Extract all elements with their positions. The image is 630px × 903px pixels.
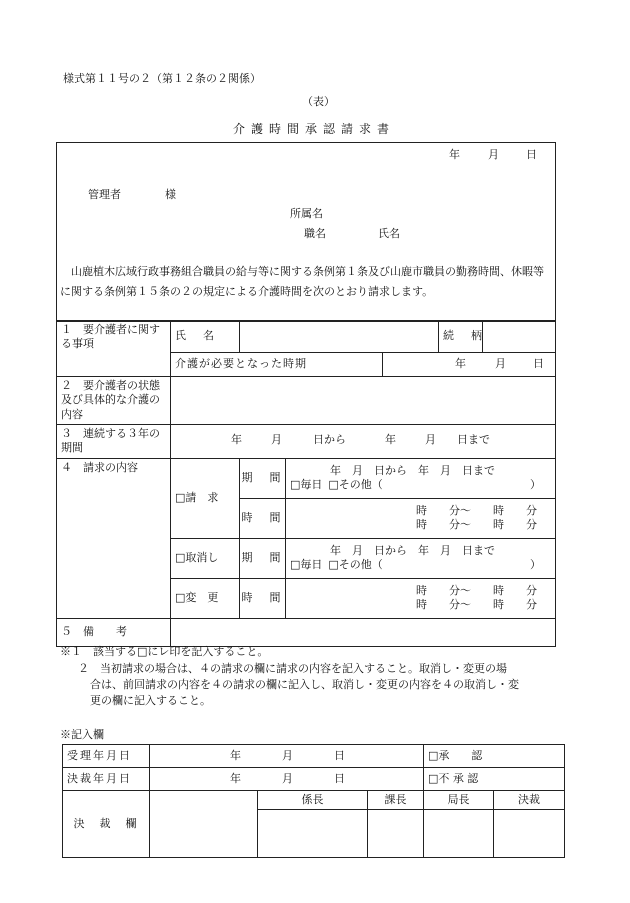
position-label: 職名 <box>304 227 326 240</box>
to-day: 日まで <box>457 433 490 447</box>
to-month: 月 <box>425 433 436 447</box>
request-time-range-1: 時 分～ 時 分 <box>416 503 538 517</box>
office-table <box>62 744 565 858</box>
section1-label: １ 要介護者に関する事項 <box>57 321 171 377</box>
section5-label: ５ 備 考 <box>57 618 171 646</box>
approve-checkbox[interactable]: □承 認 <box>424 745 565 768</box>
received-year: 年 <box>230 748 241 762</box>
section4-label: ４ 請求の内容 <box>57 458 171 618</box>
request-checkbox[interactable]: □請 求 <box>171 458 240 538</box>
change-checkbox[interactable]: □変 更 <box>171 578 240 618</box>
received-date-field[interactable] <box>150 745 424 768</box>
cancel-period-range: 年 月 日から 年 月 日まで <box>330 543 495 557</box>
care-recipient-name-field[interactable] <box>240 321 439 353</box>
cancel-other-close: ） <box>530 558 542 572</box>
request-time-field[interactable] <box>286 498 556 538</box>
form-number: 様式第１１号の２（第１２条の２関係） <box>63 72 261 85</box>
received-date-label: 受理年月日 <box>63 745 150 768</box>
request-period-label: 期 間 <box>240 458 286 498</box>
section2-label: ２ 要介護者の状態及び具体的な介護の内容 <box>57 377 171 425</box>
from-year: 年 <box>231 433 242 447</box>
affiliation-label: 所属名 <box>290 207 323 220</box>
from-month: 月 <box>271 433 282 447</box>
care-recipient-name-label: 氏 名 <box>171 321 240 353</box>
stamp-box-kacho[interactable] <box>368 810 424 858</box>
intro-text: 山鹿植木広域行政事務組合職員の給与等に関する条例第１条及び山鹿市職員の勤務時間、休暇等に関する条例第１５条の２の規定による介護時間を次のとおり請求します。 <box>60 265 544 298</box>
needed-year: 年 <box>455 356 466 370</box>
remarks-field[interactable] <box>171 618 556 646</box>
note-2a: ２ 当初請求の場合は、４の請求の欄に請求の内容を記入すること。取消し・変更の場 <box>78 662 507 675</box>
request-every-day[interactable]: □毎日 <box>290 478 323 492</box>
needed-day: 日 <box>533 356 544 370</box>
decided-month: 月 <box>282 771 293 785</box>
received-day: 日 <box>334 748 345 762</box>
to-year: 年 <box>385 433 396 447</box>
applicant-name-label: 氏名 <box>378 227 400 240</box>
manager-sama: 様 <box>165 188 176 201</box>
change-time-range-2: 時 分～ 時 分 <box>416 598 538 612</box>
date-year: 年 <box>449 148 460 161</box>
needed-month: 月 <box>495 356 506 370</box>
stamp-head-kessai: 決裁 <box>494 791 565 810</box>
request-time-range-2: 時 分～ 時 分 <box>416 518 538 532</box>
date-day: 日 <box>526 148 537 161</box>
from-day: 日から <box>313 433 346 447</box>
cancel-every-day[interactable]: □毎日 <box>290 558 323 572</box>
cancel-period-label: 期 間 <box>240 538 286 578</box>
stamp-box-kakaricho[interactable] <box>258 810 368 858</box>
decided-day: 日 <box>334 771 345 785</box>
stamp-head-kakaricho: 係長 <box>258 791 368 810</box>
change-time-range-1: 時 分～ 時 分 <box>416 583 538 597</box>
note-1: ※１ 該当する□にレ印を記入すること。 <box>60 645 269 658</box>
decided-year: 年 <box>230 771 241 785</box>
stamp-head-kyokucho: 局長 <box>424 791 494 810</box>
decided-date-field[interactable] <box>150 768 424 791</box>
stamp-head-kacho: 課長 <box>368 791 424 810</box>
request-other[interactable]: □その他（ <box>328 478 383 492</box>
request-period-range: 年 月 日から 年 月 日まで <box>330 463 495 477</box>
kessai-blank <box>150 791 258 858</box>
kessai-label: 決 裁 欄 <box>63 791 150 858</box>
decided-date-label: 決裁年月日 <box>63 768 150 791</box>
page-title: 介護時間承認請求書 <box>233 122 396 136</box>
date-month: 月 <box>488 148 499 161</box>
note-2c: 更の欄に記入すること。 <box>90 694 211 707</box>
request-period-field[interactable] <box>286 458 556 498</box>
section3-label: ３ 連続する３年の期間 <box>57 425 171 459</box>
change-time-field[interactable] <box>286 578 556 618</box>
cancel-other[interactable]: □その他（ <box>328 558 383 572</box>
cancel-period-field[interactable] <box>286 538 556 578</box>
stamp-box-kessai[interactable] <box>494 810 565 858</box>
disapprove-checkbox[interactable]: □不 承 認 <box>424 768 565 791</box>
stamp-box-kyokucho[interactable] <box>424 810 494 858</box>
care-needed-label: 介護が必要となった時期 <box>171 353 383 377</box>
note-2b: 合は、前回請求の内容を４の請求の欄に記入し、取消し・変更の内容を４の取消し・変 <box>90 678 519 691</box>
request-table <box>56 320 556 647</box>
side-label: （表） <box>302 95 335 108</box>
three-year-period-field[interactable] <box>171 425 556 459</box>
care-content-field[interactable] <box>171 377 556 425</box>
relation-label: 続 柄 <box>439 321 483 353</box>
request-other-close: ） <box>530 478 542 492</box>
office-heading: ※記入欄 <box>60 728 104 741</box>
manager-label: 管理者 <box>88 188 121 201</box>
received-month: 月 <box>282 748 293 762</box>
cancel-checkbox[interactable]: □取消し <box>171 538 240 578</box>
care-needed-date-field[interactable] <box>383 353 556 377</box>
change-time-label: 時 間 <box>240 578 286 618</box>
request-time-label: 時 間 <box>240 498 286 538</box>
relation-field[interactable] <box>483 321 556 353</box>
